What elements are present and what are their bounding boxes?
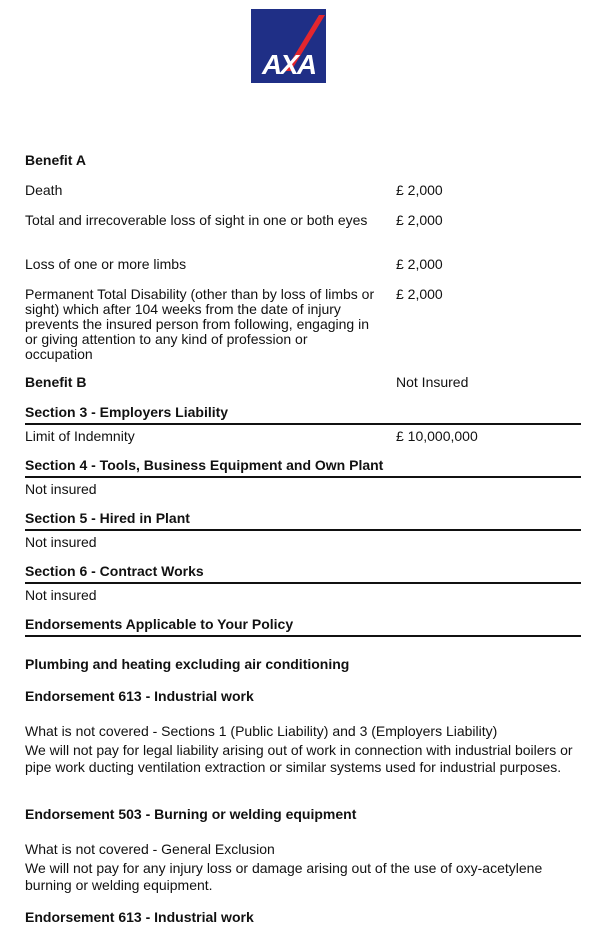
section-4-heading: Section 4 - Tools, Business Equipment and Own Plant	[25, 457, 384, 473]
section-3-label: Limit of Indemnity	[25, 428, 135, 444]
section-4-value: Not insured	[25, 481, 97, 497]
benefit-a-row-label: Total and irrecoverable loss of sight in one or both eyes	[25, 212, 368, 228]
section-divider	[25, 423, 581, 425]
endorsement-title: Endorsement 613 - Industrial work	[25, 688, 254, 704]
benefit-a-row-amount: £ 2,000	[396, 212, 443, 228]
section-divider	[25, 582, 581, 584]
section-3-amount: £ 10,000,000	[396, 428, 478, 444]
benefit-a-row-amount: £ 2,000	[396, 182, 443, 198]
section-6-value: Not insured	[25, 587, 97, 603]
endorsement-text: We will not pay for legal liability arising out of work in connection with industrial boilers or pipe work ducting ventilation extraction or similar systems used for industrial purposes.	[25, 742, 573, 775]
section-divider	[25, 635, 581, 637]
endorsements-heading: Endorsements Applicable to Your Policy	[25, 616, 294, 632]
endorsement-text: We will not pay for any injury loss or damage arising out of the use of oxy-acetylene burning or welding equipment.	[25, 860, 543, 893]
benefit-a-row-label: Loss of one or more limbs	[25, 256, 187, 272]
axa-logo	[251, 9, 326, 83]
benefit-a-row-amount: £ 2,000	[396, 286, 443, 302]
section-divider	[25, 529, 581, 531]
section-5-heading: Section 5 - Hired in Plant	[25, 510, 190, 526]
section-5-value: Not insured	[25, 534, 97, 550]
endorsement-title: Endorsement 503 - Burning or welding equipment	[25, 806, 357, 822]
benefit-a-row-label: Permanent Total Disability (other than by loss of limbs or sight) which after 104 weeks from the date of injury prevents the insured person from following, engaging in or giving attention to any kind of profession or occupation	[25, 286, 375, 362]
benefit-a-heading: Benefit A	[25, 152, 86, 168]
section-6-heading: Section 6 - Contract Works	[25, 563, 204, 579]
section-3-heading: Section 3 - Employers Liability	[25, 404, 229, 420]
section-divider	[25, 476, 581, 478]
endorsement-title: Endorsement 613 - Industrial work	[25, 909, 254, 925]
benefit-b-value: Not Insured	[396, 374, 469, 390]
endorsement-not-covered: What is not covered - Sections 1 (Public Liability) and 3 (Employers Liability)	[25, 723, 498, 739]
benefit-a-row-label: Death	[25, 182, 63, 198]
endorsement-not-covered: What is not covered - General Exclusion	[25, 841, 275, 857]
benefit-b-heading: Benefit B	[25, 374, 87, 390]
logo-text: AXA	[261, 49, 316, 80]
benefit-a-row-amount: £ 2,000	[396, 256, 443, 272]
trade-description: Plumbing and heating excluding air conditioning	[25, 656, 350, 672]
